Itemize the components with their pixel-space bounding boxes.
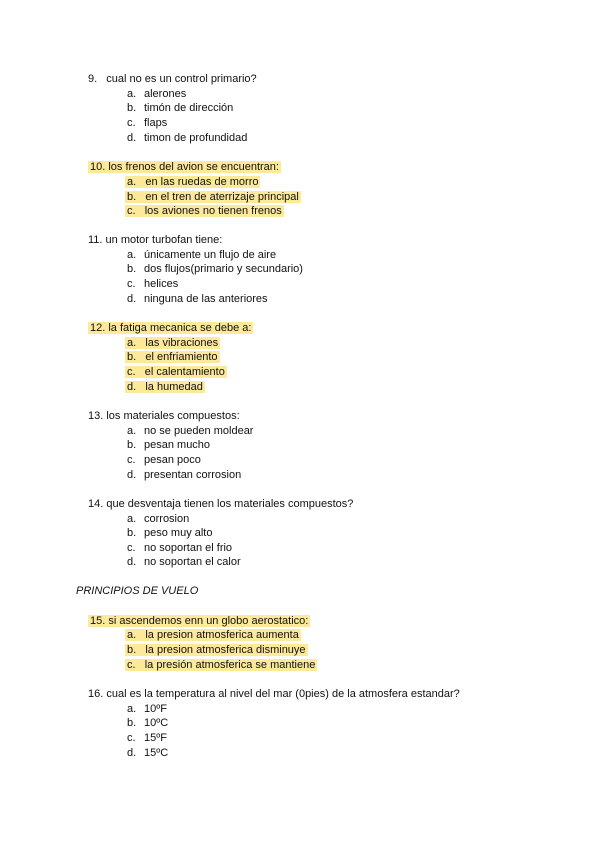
option-text: únicamente un flujo de aire bbox=[144, 249, 277, 261]
question-11 bbox=[88, 233, 222, 247]
option-letter: b. bbox=[127, 351, 137, 363]
option bbox=[127, 101, 347, 115]
option-letter: c. bbox=[127, 278, 136, 290]
option-text: dos flujos(primario y secundario) bbox=[144, 263, 303, 275]
option bbox=[127, 87, 347, 101]
option-text: 15ºF bbox=[144, 732, 167, 744]
highlight-mark bbox=[88, 161, 281, 173]
option-letter: c. bbox=[127, 659, 136, 671]
highlight-mark bbox=[88, 322, 253, 334]
highlight-mark bbox=[125, 351, 220, 363]
option-letter: c. bbox=[127, 117, 136, 129]
highlight-mark bbox=[125, 644, 308, 656]
option-letter: b. bbox=[127, 263, 137, 275]
option-letter: d. bbox=[127, 293, 137, 305]
option bbox=[127, 453, 347, 467]
option-text: los aviones no tienen frenos bbox=[144, 205, 282, 217]
highlight-mark bbox=[125, 381, 205, 393]
option-letter: a. bbox=[127, 703, 137, 715]
option bbox=[127, 292, 347, 306]
option bbox=[125, 643, 308, 657]
question-number: 16. bbox=[88, 688, 104, 700]
option bbox=[127, 555, 347, 569]
option-text: 10ºC bbox=[144, 717, 169, 729]
option-letter: b. bbox=[127, 191, 137, 203]
question-9 bbox=[88, 72, 257, 86]
option-text: corrosion bbox=[144, 513, 190, 525]
option bbox=[127, 526, 347, 540]
option-text: flaps bbox=[144, 117, 168, 129]
question-text: cual es la temperatura al nivel del mar (0pies) de la atmosfera estandar? bbox=[106, 688, 460, 700]
option bbox=[127, 248, 347, 262]
option bbox=[125, 204, 284, 218]
option bbox=[127, 131, 347, 145]
option-text: el calentamiento bbox=[144, 366, 225, 378]
option bbox=[127, 116, 347, 130]
question-text: que desventaja tienen los materiales compuestos? bbox=[106, 498, 354, 510]
option-letter: b. bbox=[127, 439, 137, 451]
highlight-mark bbox=[125, 205, 284, 217]
option-text: 10ºF bbox=[144, 703, 167, 715]
option bbox=[127, 746, 347, 760]
option-letter: c. bbox=[127, 542, 136, 554]
option bbox=[127, 277, 347, 291]
option-letter: b. bbox=[127, 644, 137, 656]
option bbox=[127, 512, 347, 526]
option-letter: d. bbox=[127, 381, 137, 393]
option bbox=[125, 658, 317, 672]
option-text: la presión atmosferica se mantiene bbox=[144, 659, 316, 671]
option-letter: a. bbox=[127, 88, 137, 100]
question-number: 15. bbox=[90, 615, 106, 627]
option-text: alerones bbox=[144, 88, 187, 100]
option bbox=[127, 262, 347, 276]
option-text: peso muy alto bbox=[144, 527, 213, 539]
option-text: no se pueden moldear bbox=[144, 425, 254, 437]
option-text: no soportan el calor bbox=[144, 556, 241, 568]
option bbox=[125, 175, 260, 189]
option-letter: d. bbox=[127, 556, 137, 568]
question-text: la fatiga mecanica se debe a: bbox=[108, 322, 252, 334]
highlight-mark bbox=[125, 176, 260, 188]
option-letter: b. bbox=[127, 527, 137, 539]
option-text: timón de dirección bbox=[144, 102, 234, 114]
option-text: en el tren de aterrizaje principal bbox=[145, 191, 299, 203]
option-text: pesan poco bbox=[144, 454, 201, 466]
option-letter: c. bbox=[127, 366, 136, 378]
option-text: 15ºC bbox=[144, 747, 169, 759]
option-text: ninguna de las anteriores bbox=[144, 293, 268, 305]
option-letter: a. bbox=[127, 629, 137, 641]
option bbox=[125, 350, 220, 364]
option bbox=[127, 716, 347, 730]
highlight-mark bbox=[125, 659, 317, 671]
question-text: los materiales compuestos: bbox=[106, 410, 240, 422]
option-text: no soportan el frio bbox=[144, 542, 233, 554]
option-text: helices bbox=[144, 278, 179, 290]
option bbox=[125, 365, 227, 379]
option-text: la presion atmosferica aumenta bbox=[145, 629, 299, 641]
option-text: la humedad bbox=[145, 381, 203, 393]
highlight-mark bbox=[125, 337, 220, 349]
option bbox=[125, 336, 220, 350]
highlight-mark bbox=[125, 629, 301, 641]
option bbox=[127, 731, 347, 745]
question-number: 12. bbox=[90, 322, 106, 334]
option bbox=[127, 438, 347, 452]
question-15 bbox=[88, 614, 310, 628]
question-16 bbox=[88, 687, 460, 701]
option-letter: b. bbox=[127, 717, 137, 729]
option-letter: a. bbox=[127, 337, 137, 349]
question-text: si ascendemos enn un globo aerostatico: bbox=[108, 615, 309, 627]
question-13 bbox=[88, 409, 240, 423]
option-letter: d. bbox=[127, 469, 137, 481]
option bbox=[127, 541, 347, 555]
highlight-mark bbox=[125, 366, 227, 378]
question-10 bbox=[88, 160, 281, 174]
option-text: las vibraciones bbox=[145, 337, 219, 349]
question-number: 11. bbox=[88, 234, 103, 246]
option-letter: c. bbox=[127, 732, 136, 744]
question-number: 13. bbox=[88, 410, 104, 422]
option bbox=[127, 702, 347, 716]
question-12 bbox=[88, 321, 253, 335]
question-number: 14. bbox=[88, 498, 104, 510]
option-letter: d. bbox=[127, 132, 137, 144]
section-heading: PRINCIPIOS DE VUELO bbox=[76, 585, 199, 597]
option bbox=[127, 468, 347, 482]
question-text: cual no es un control primario? bbox=[106, 73, 257, 85]
question-text: un motor turbofan tiene: bbox=[105, 234, 223, 246]
option-text: la presion atmosferica disminuye bbox=[145, 644, 306, 656]
option bbox=[127, 424, 347, 438]
question-number: 9. bbox=[88, 73, 98, 85]
option bbox=[125, 380, 205, 394]
option-letter: c. bbox=[127, 205, 136, 217]
option-text: en las ruedas de morro bbox=[145, 176, 259, 188]
option-letter: d. bbox=[127, 747, 137, 759]
option-letter: a. bbox=[127, 176, 137, 188]
option-letter: a. bbox=[127, 249, 137, 261]
question-text: los frenos del avion se encuentran: bbox=[108, 161, 279, 173]
option-text: timon de profundidad bbox=[144, 132, 248, 144]
option-letter: a. bbox=[127, 513, 137, 525]
question-number: 10. bbox=[90, 161, 106, 173]
highlight-mark bbox=[88, 615, 310, 627]
option-letter: a. bbox=[127, 425, 137, 437]
option-letter: c. bbox=[127, 454, 136, 466]
option bbox=[125, 628, 301, 642]
option-text: pesan mucho bbox=[144, 439, 211, 451]
question-14 bbox=[88, 497, 353, 511]
option bbox=[125, 190, 301, 204]
highlight-mark bbox=[125, 191, 301, 203]
option-text: el enfriamiento bbox=[145, 351, 218, 363]
option-letter: b. bbox=[127, 102, 137, 114]
option-text: presentan corrosion bbox=[144, 469, 242, 481]
